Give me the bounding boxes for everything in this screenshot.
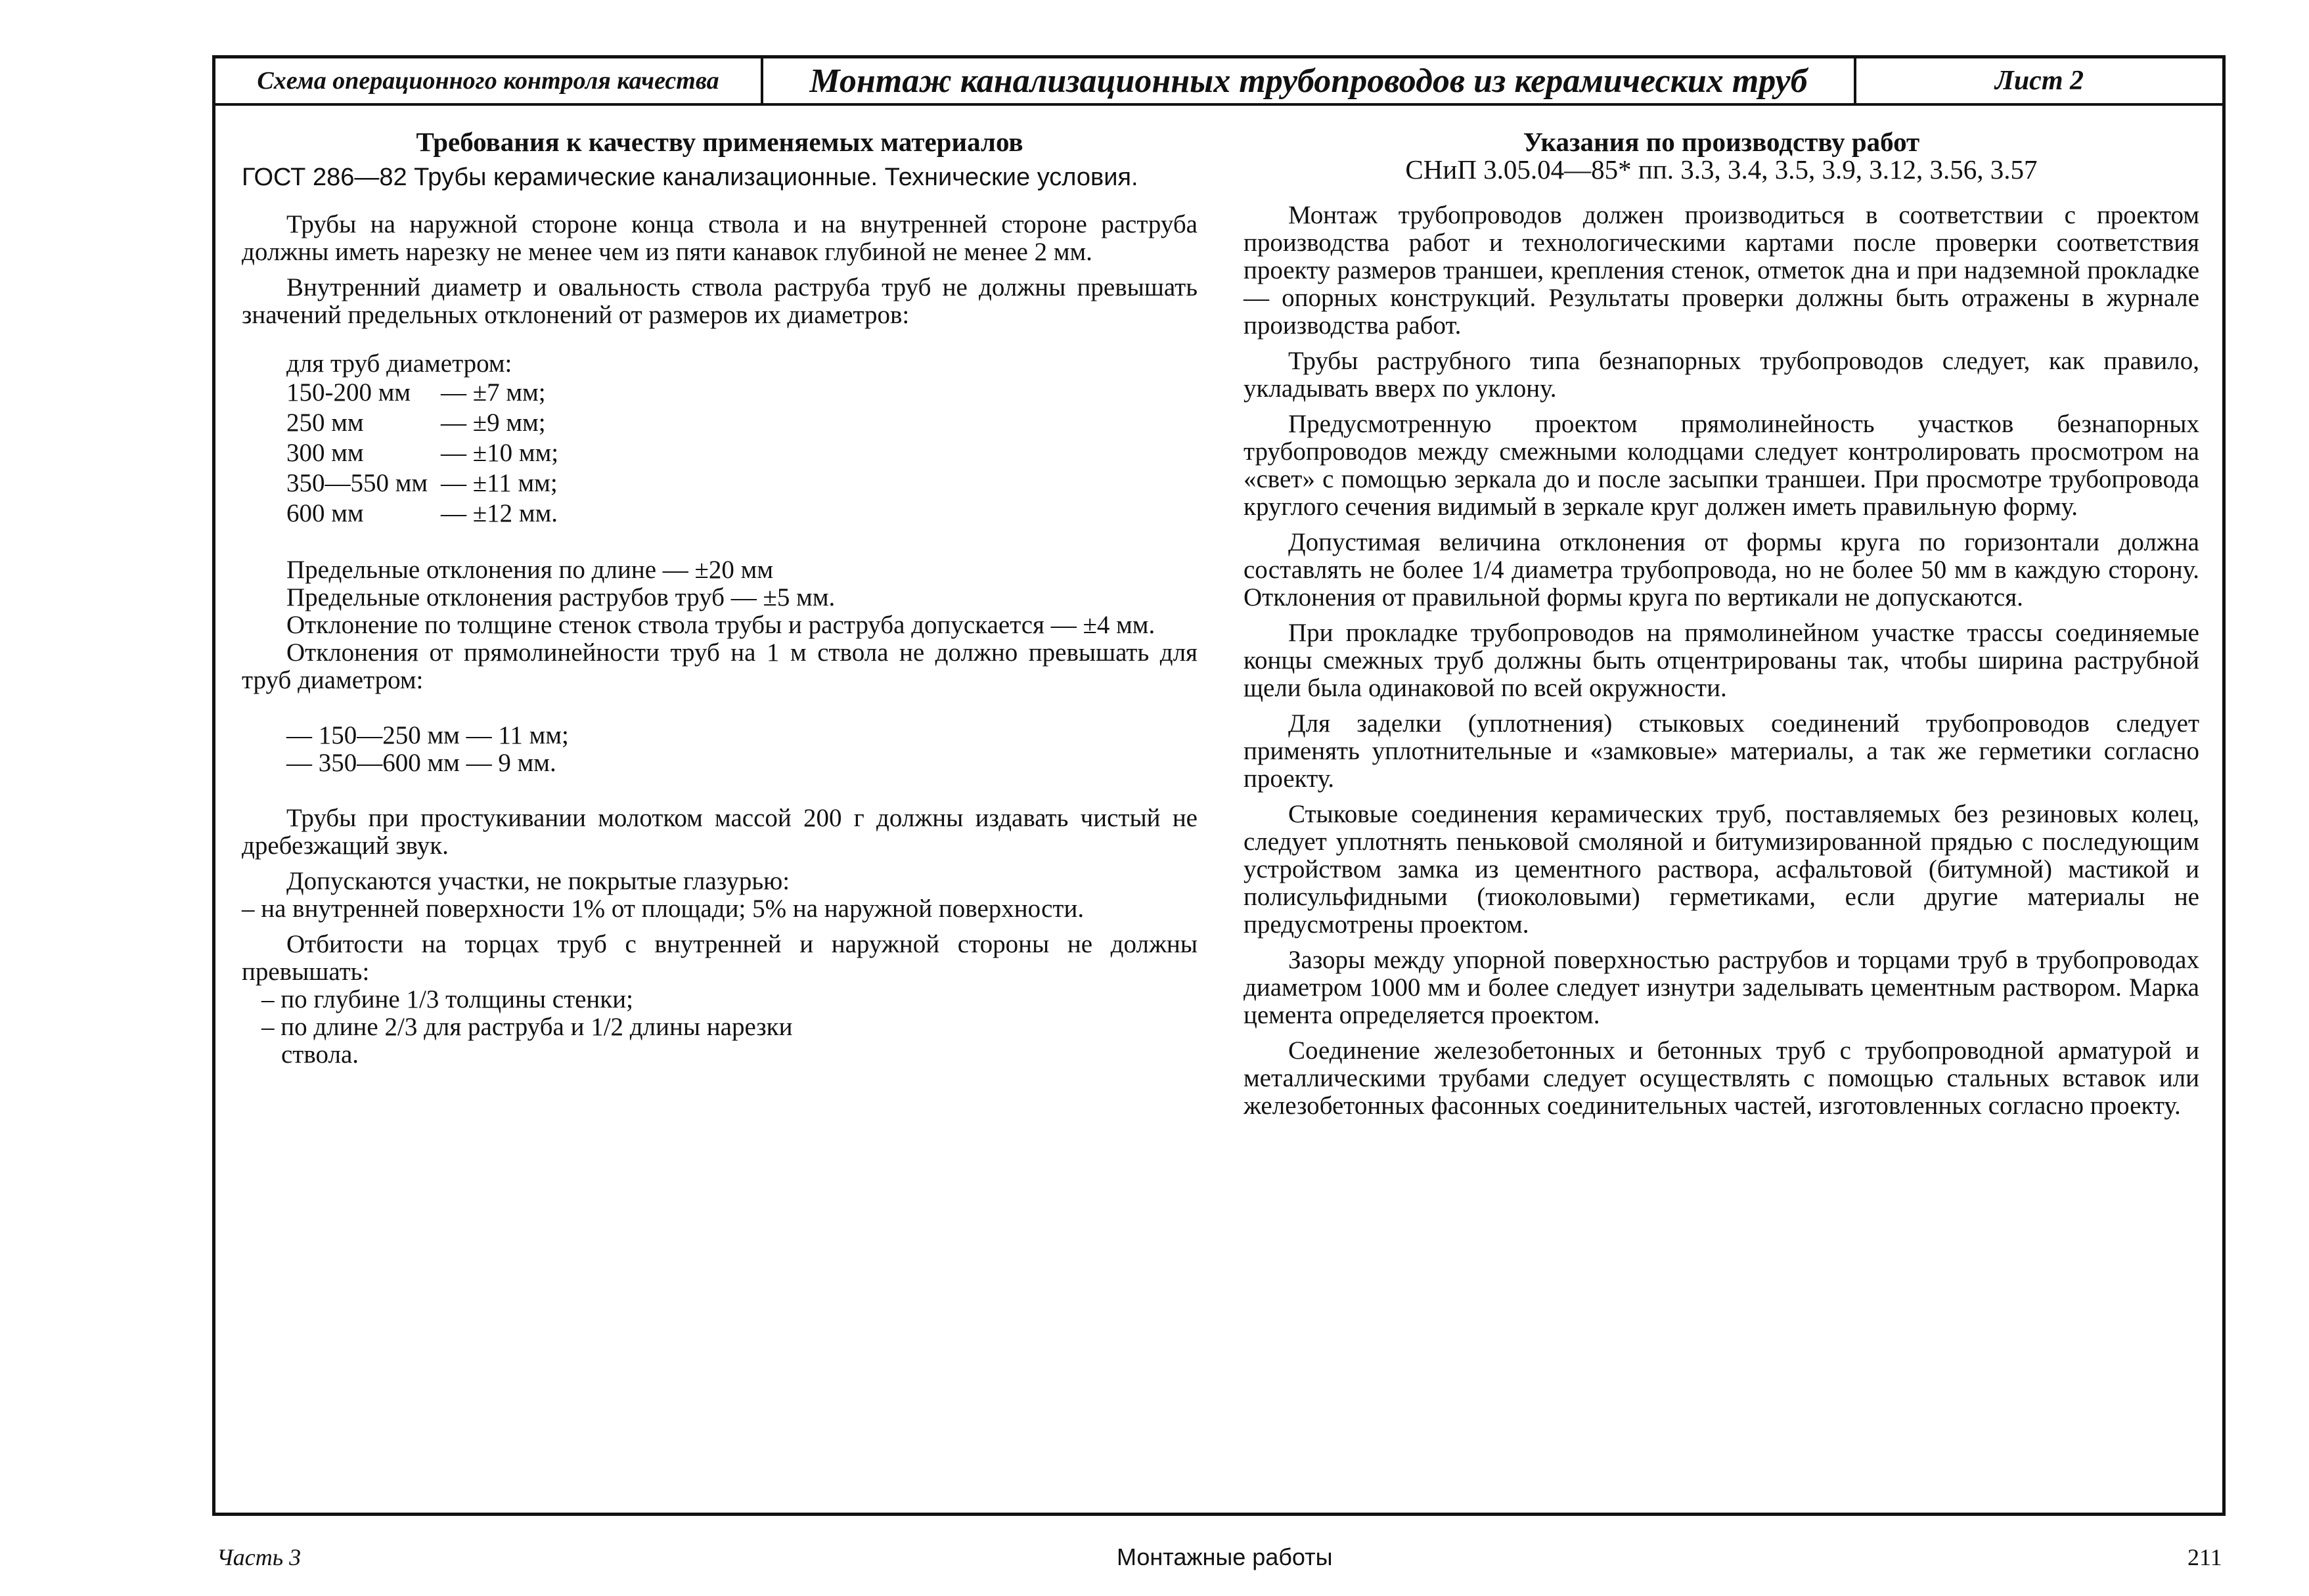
paragraph-glaze: Допускаются участки, не покрытые глазурью: <box>286 867 790 895</box>
paragraph-hammer: Трубы при простукивании молотком массой 200 г должны издавать чистый не дребезжащий звук. <box>242 804 1198 860</box>
header-left-cell: Схема операционного контроля качества <box>215 58 763 103</box>
right-paragraph: Монтаж трубопроводов должен производиться в соответствии с проектом производства работ и технологическими картами после проверки соответствия проекту размеров траншеи, крепления стенок, отметок дна и при надземной прокладке — опорных конструкций. Результаты проверки должны быть отражены в журнале производства работ. <box>1244 201 2199 340</box>
tolerance-diameter: 350—550 мм <box>286 469 428 497</box>
right-paragraph: Предусмотренную проектом прямолинейность участков безнапорных трубопроводов между смежными колодцами следует контролировать просмотром на «свет» с помощью зеркала до и после засыпки траншеи. При просмотре трубопровода круглого сечения видимый в зеркале круг должен иметь правильную форму. <box>1244 410 2199 521</box>
tolerance-row <box>286 499 558 529</box>
left-section-title: Требования к качеству применяемых материалов <box>416 127 1023 157</box>
paragraph-diameter: Внутренний диаметр и овальность ствола раструба труб не должны превышать значений предельных отклонений от размеров их диаметров: <box>242 273 1198 329</box>
tolerance-row <box>286 438 558 468</box>
straightness-item: — 150—250 мм — 11 мм; <box>286 721 569 749</box>
tolerance-diameter: 250 мм <box>286 409 364 437</box>
header-sheet-cell: Лист 2 <box>1995 66 2084 96</box>
right-paragraph: Допустимая величина отклонения от формы круга по горизонтали должна составлять не более 1/4 диаметра трубопровода, но не более 50 мм в каждую сторону. Отклонения от правильной формы круга по вертикали не допускаются. <box>1244 528 2199 611</box>
paragraph-thread: Трубы на наружной стороне конца ствола и на внутренней стороне раструба должны иметь нарезку не менее чем из пяти канавок глубиной не менее 2 мм. <box>242 210 1198 266</box>
tolerance-value: — ±10 мм; <box>441 439 559 467</box>
tolerance-value: — ±7 мм; <box>441 378 546 407</box>
chip-item: – по глубине 1/3 толщины стенки; <box>261 985 633 1013</box>
diameter-intro: для труб диаметром: <box>286 349 512 378</box>
tolerance-diameter: 150-200 мм <box>286 378 411 407</box>
tolerance-table <box>286 378 558 529</box>
snip-reference: СНиП 3.05.04—85* пп. 3.3, 3.4, 3.5, 3.9, 3.12, 3.56, 3.57 <box>1405 154 2038 185</box>
header-row <box>215 58 2222 106</box>
straightness-item: — 350—600 мм — 9 мм. <box>286 749 556 777</box>
tolerance-value: — ±11 мм; <box>441 469 558 497</box>
right-paragraph: Трубы раструбного типа безнапорных трубопроводов следует, как правило, укладывать вверх по уклону. <box>1244 347 2199 403</box>
right-paragraph: Для заделки (уплотнения) стыковых соединений трубопроводов следует применять уплотнительные и «замковые» материалы, а так же герметики согласно проекту. <box>1244 709 2199 793</box>
tolerance-value: — ±9 мм; <box>441 409 546 437</box>
chip-item: – по длине 2/3 для раструба и 1/2 длины нарезки ствола. <box>261 1013 793 1069</box>
tolerance-diameter: 600 мм <box>286 499 364 527</box>
right-paragraph: При прокладке трубопроводов на прямолинейном участке трассы соединяемые концы смежных труб должны быть отцентрированы так, чтобы ширина раструбной щели была одинаковой по всей окружности. <box>1244 619 2199 702</box>
socket-deviation: Предельные отклонения раструбов труб — ±5 мм. <box>286 583 836 611</box>
paragraph-chips: Отбитости на торцах труб с внутренней и наружной стороны не должны превышать: <box>242 930 1198 986</box>
document-frame <box>212 55 2226 1516</box>
right-paragraph: Соединение железобетонных и бетонных труб с трубопроводной арматурой и металлическими трубами следует осуществлять с помощью стальных вставок или железобетонных фасонных соединительных частей, изготовленных согласно проекту. <box>1244 1036 2199 1120</box>
glaze-item: – на внутренней поверхности 1% от площади; 5% на наружной поверхности. <box>242 895 1085 923</box>
right-paragraph: Стыковые соединения керамических труб, поставляемых без резиновых колец, следует уплотнять пеньковой смоляной и битумизированной прядью с последующим устройством замка из цементного раствора, асфальтовой (битумной) мастикой и полисульфидными (тиоколовыми) герметиками, если другие материалы не предусмотрены проектом. <box>1244 800 2199 939</box>
tolerance-value: — ±12 мм. <box>441 499 558 527</box>
right-paragraph: Зазоры между упорной поверхностью раструбов и торцами труб в трубопроводах диаметром 1000 мм и более следует изнутри заделывать цементным раствором. Марка цемента определяется проектом. <box>1244 946 2199 1029</box>
tolerance-diameter: 300 мм <box>286 439 364 467</box>
footer-section: Монтажные работы <box>1117 1543 1333 1570</box>
right-column <box>1244 128 2199 1128</box>
right-section-title: Указания по производству работ <box>1523 127 1920 157</box>
length-deviation: Предельные отклонения по длине — ±20 мм <box>286 556 774 584</box>
left-column <box>242 128 1198 1069</box>
wall-deviation: Отклонение по толщине стенок ствола трубы и раструба допускается — ±4 мм. <box>286 611 1155 639</box>
tolerance-row <box>286 408 558 438</box>
footer-part: Часть 3 <box>217 1544 302 1570</box>
tolerance-row <box>286 378 558 408</box>
straightness-deviation: Отклонения от прямолинейности труб на 1 м ствола не должно превышать для труб диаметром: <box>242 638 1198 694</box>
page-number: 211 <box>2187 1544 2222 1570</box>
tolerance-row <box>286 468 558 499</box>
gost-reference: ГОСТ 286—82 Трубы керамические канализационные. Технические условия. <box>242 164 1138 191</box>
header-title-cell: Монтаж канализационных трубопроводов из керамических труб <box>763 58 1856 103</box>
